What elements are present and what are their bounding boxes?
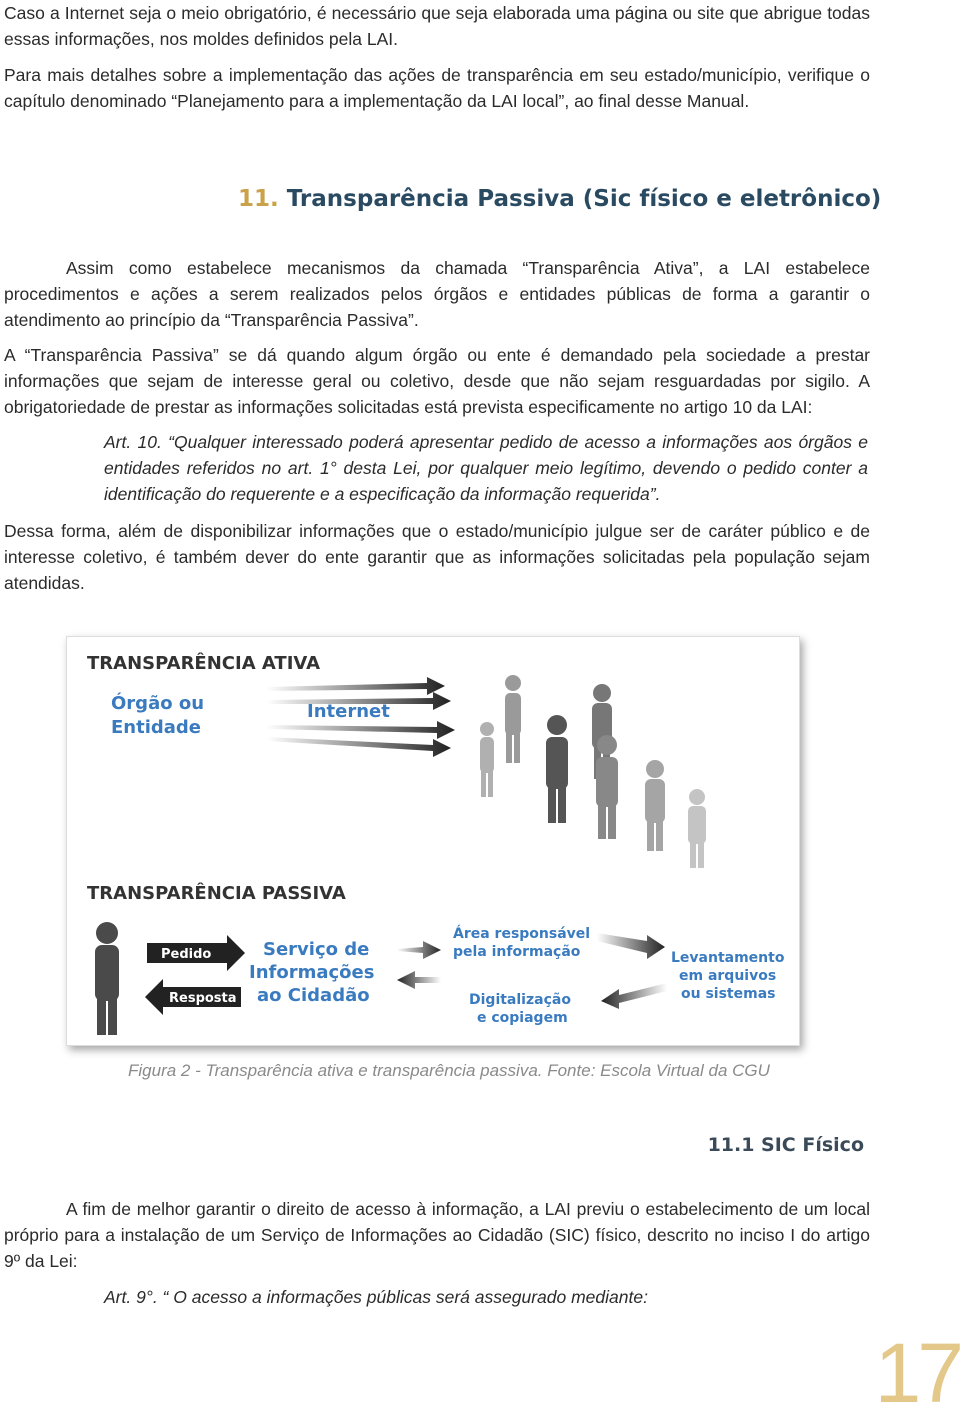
arrow-pedido <box>147 935 245 971</box>
person-silhouette <box>505 675 521 763</box>
svg-text:Resposta: Resposta <box>169 991 237 1006</box>
fig-levant-line2: em arquivos <box>679 968 777 984</box>
arrow-ativa-3 <box>267 721 455 739</box>
paragraph-passiva: A “Transparência Passiva” se dá quando algum órgão ou ente é demandado pela sociedade a prestar informações que sejam de interesse geral ou coletivo, desde que não sejam resguardadas por sigilo. A obrigatoriedade de prestar as informações solicitadas está prevista especificamente no artigo 10 da LAI: <box>4 345 870 417</box>
arrow-ativa-4 <box>267 737 451 757</box>
fig-levant-line3: ou sistemas <box>681 986 776 1002</box>
fig-levant-line1: Levantamento <box>671 950 785 966</box>
arrow-to-levantamento <box>597 933 665 959</box>
paragraph-details: Para mais detalhes sobre a implementação das ações de transparência em seu estado/município, verifique o capítulo denominado “Planejamento para a implementação da LAI local”, ao final desse Manual. <box>4 65 870 111</box>
person-silhouette <box>688 789 706 868</box>
arrow-ativa-1 <box>267 677 445 695</box>
fig-sic-line3: ao Cidadão <box>257 985 370 1006</box>
fig-digit-line2: e copiagem <box>477 1010 568 1026</box>
figure-transparencia <box>66 636 800 1046</box>
person-silhouette <box>596 735 618 839</box>
fig-passiva-title: TRANSPARÊNCIA PASSIVA <box>87 883 346 904</box>
quote-art9: Art. 9°. “ O acesso a informações públicas será assegurado mediante: <box>104 1287 648 1307</box>
fig-sic-line1: Serviço de <box>263 939 370 960</box>
fig-area-line1: Área responsável <box>453 926 591 942</box>
fig-orgao-line2: Entidade <box>111 717 202 738</box>
person-silhouette <box>480 722 494 797</box>
figure-caption: Figura 2 - Transparência ativa e transparência passiva. Fonte: Escola Virtual da CGU <box>128 1061 770 1080</box>
fig-orgao-line1: Órgão ou <box>111 693 205 714</box>
arrow-to-area <box>397 941 441 959</box>
paragraph-ativa: Assim como estabelece mecanismos da chamada “Transparência Ativa”, a LAI estabelece procedimentos e ações a serem realizados pelos órgãos e entidades públicas de forma a garantir o atendimento ao princípio da “Transparência Passiva”. <box>4 258 870 330</box>
person-silhouette <box>645 760 665 851</box>
svg-text:Pedido: Pedido <box>161 947 212 962</box>
arrow-to-sic <box>397 971 441 989</box>
quote-art10: Art. 10. “Qualquer interessado poderá apresentar pedido de acesso a informações aos órgãos e entidades referidos no art. 1° desta Lei, por qualquer meio legítimo, devendo o pedido conter a identificação do requerente e a especificação da informação requerida”. <box>104 432 868 504</box>
person-requester <box>95 922 119 1035</box>
section-number: 11. <box>238 186 279 212</box>
fig-ativa-title: TRANSPARÊNCIA ATIVA <box>87 653 321 674</box>
section-title: Transparência Passiva (Sic físico e eletrônico) <box>286 186 882 212</box>
paragraph-intro: Caso a Internet seja o meio obrigatório, é necessário que seja elaborada uma página ou site que abrigue todas essas informações, nos moldes definidos pela LAI. <box>4 3 870 49</box>
fig-internet: Internet <box>307 701 390 722</box>
person-silhouette <box>546 715 568 823</box>
fig-digit-line1: Digitalização <box>469 992 571 1008</box>
paragraph-dever: Dessa forma, além de disponibilizar informações que o estado/município julgue ser de caráter público e de interesse coletivo, é também dever do ente garantir que as informações solicitadas pela população sejam atendidas. <box>4 521 870 593</box>
arrow-resposta <box>145 979 241 1015</box>
section-heading <box>238 186 881 212</box>
fig-sic-line2: Informações <box>249 962 375 983</box>
page-number: 17 <box>874 1326 960 1420</box>
arrow-to-digitalizacao <box>601 983 667 1009</box>
fig-people-group <box>480 675 706 868</box>
figure-diagram <box>67 637 799 1045</box>
fig-area-line2: pela informação <box>453 944 581 960</box>
paragraph-sic: A fim de melhor garantir o direito de acesso à informação, a LAI previu o estabelecimento de um local próprio para a instalação de um Serviço de Informações ao Cidadão (SIC) físico, descrito no inciso I do artigo 9º da Lei: <box>4 1199 870 1271</box>
subsection-heading: 11.1 SIC Físico <box>707 1134 864 1156</box>
